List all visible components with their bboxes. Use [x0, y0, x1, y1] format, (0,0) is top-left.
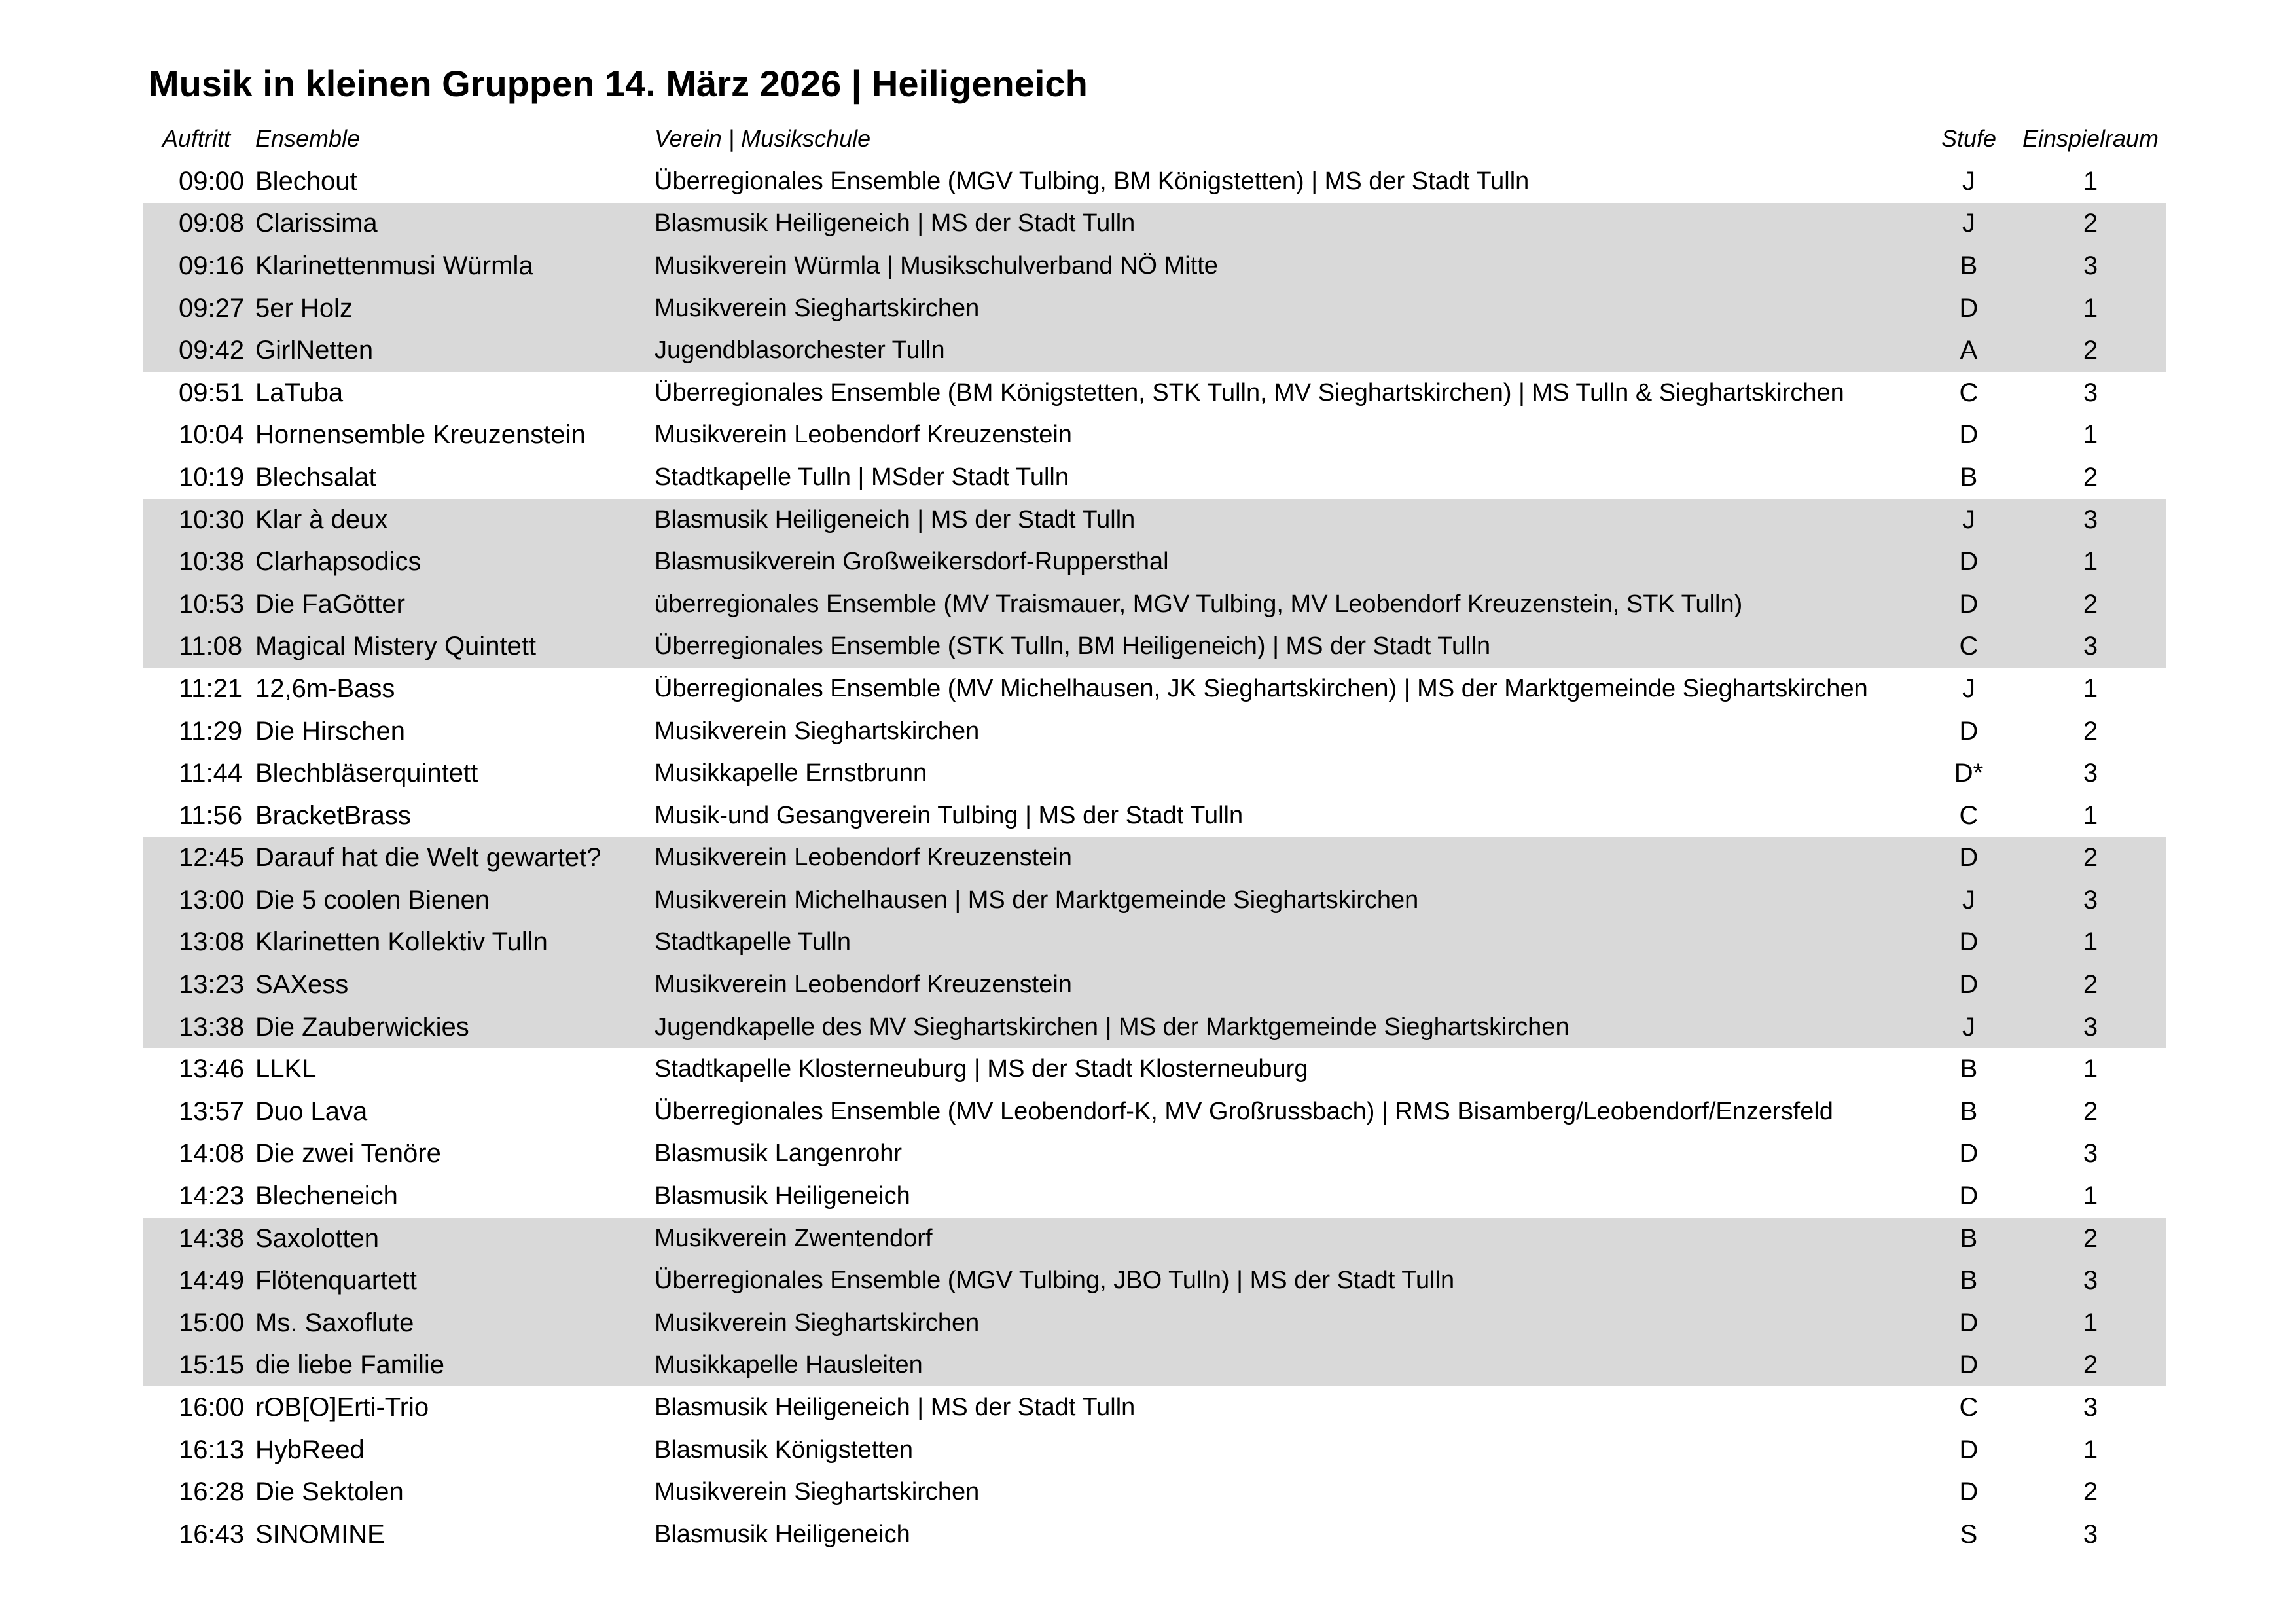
cell-auftritt: 09:08 [179, 209, 245, 238]
cell-verein-musikschule: Blasmusik Heiligeneich [655, 1182, 910, 1210]
column-header-auftritt: Auftritt [162, 125, 231, 152]
cell-ensemble: HybReed [255, 1435, 365, 1464]
cell-ensemble: 12,6m-Bass [255, 674, 395, 703]
table-row [143, 1006, 2166, 1049]
cell-auftritt: 13:08 [179, 928, 245, 957]
cell-stufe: C [1959, 801, 1979, 830]
cell-stufe: D [1959, 970, 1979, 1000]
table-row [143, 1133, 2166, 1176]
cell-einspielraum: 2 [2083, 970, 2098, 1000]
cell-ensemble: Hornensemble Kreuzenstein [255, 420, 586, 450]
cell-verein-musikschule: Musikkapelle Ernstbrunn [655, 759, 927, 787]
table-row [143, 499, 2166, 541]
cell-verein-musikschule: Überregionales Ensemble (MGV Tulbing, JBO Tulln) | MS der Stadt Tulln [655, 1267, 1455, 1295]
cell-ensemble: Magical Mistery Quintett [255, 632, 537, 661]
cell-verein-musikschule: Blasmusik Heiligeneich | MS der Stadt Tulln [655, 505, 1136, 533]
table-row [143, 626, 2166, 668]
cell-stufe: D [1959, 928, 1979, 957]
cell-auftritt: 10:30 [179, 505, 245, 534]
cell-verein-musikschule: Musikverein Sieghartskirchen [655, 1478, 980, 1506]
cell-einspielraum: 1 [2083, 293, 2098, 323]
cell-ensemble: BracketBrass [255, 801, 411, 830]
page-title: Musik in kleinen Gruppen 14. März 2026 | Heiligeneich [149, 63, 1088, 104]
table-row [143, 1513, 2166, 1556]
table-row [143, 583, 2166, 626]
cell-ensemble: 5er Holz [255, 293, 353, 323]
column-header-stufe: Stufe [1941, 125, 1997, 152]
cell-einspielraum: 3 [2083, 759, 2098, 788]
cell-auftritt: 16:00 [179, 1393, 245, 1422]
cell-einspielraum: 1 [2083, 420, 2098, 450]
cell-einspielraum: 3 [2083, 1012, 2098, 1041]
cell-auftritt: 16:13 [179, 1435, 245, 1464]
cell-einspielraum: 1 [2083, 1435, 2098, 1464]
cell-stufe: J [1962, 1012, 1975, 1041]
cell-einspielraum: 2 [2083, 336, 2098, 365]
table-row [143, 1471, 2166, 1513]
cell-ensemble: Duo Lava [255, 1096, 368, 1126]
cell-einspielraum: 2 [2083, 843, 2098, 873]
cell-stufe: J [1962, 674, 1975, 703]
table-row [143, 837, 2166, 880]
cell-verein-musikschule: Stadtkapelle Klosterneuburg | MS der Stadt Klosterneuburg [655, 1055, 1308, 1083]
cell-einspielraum: 3 [2083, 505, 2098, 534]
cell-stufe: B [1960, 251, 1978, 280]
cell-einspielraum: 2 [2083, 1350, 2098, 1380]
table-row [143, 541, 2166, 583]
cell-stufe: B [1960, 462, 1978, 492]
cell-ensemble: die liebe Familie [255, 1350, 445, 1380]
cell-auftritt: 11:56 [179, 801, 243, 830]
cell-einspielraum: 1 [2083, 1182, 2098, 1211]
cell-ensemble: SAXess [255, 970, 349, 1000]
cell-auftritt: 09:51 [179, 378, 245, 407]
table-row [143, 245, 2166, 287]
cell-ensemble: Clarissima [255, 209, 378, 238]
cell-ensemble: Ms. Saxoflute [255, 1308, 414, 1337]
table-row [143, 456, 2166, 499]
table-row [143, 414, 2166, 457]
cell-verein-musikschule: Musikkapelle Hausleiten [655, 1351, 923, 1379]
cell-stufe: D [1959, 1182, 1979, 1211]
cell-einspielraum: 2 [2083, 462, 2098, 492]
cell-einspielraum: 1 [2083, 801, 2098, 830]
table-row [143, 879, 2166, 922]
table-row [143, 922, 2166, 964]
cell-ensemble: GirlNetten [255, 336, 374, 365]
cell-auftritt: 14:23 [179, 1182, 245, 1211]
cell-auftritt: 14:08 [179, 1139, 245, 1168]
cell-auftritt: 10:04 [179, 420, 245, 450]
cell-einspielraum: 1 [2083, 1055, 2098, 1084]
cell-stufe: D* [1954, 759, 1984, 788]
cell-auftritt: 16:28 [179, 1477, 245, 1507]
cell-auftritt: 15:00 [179, 1308, 245, 1337]
cell-verein-musikschule: Blasmusikverein Großweikersdorf-Ruppersthal [655, 548, 1169, 576]
column-header-einspielraum: Einspielraum [2022, 125, 2159, 152]
cell-stufe: B [1960, 1266, 1978, 1295]
cell-ensemble: Die FaGötter [255, 589, 405, 619]
cell-einspielraum: 3 [2083, 1519, 2098, 1549]
cell-auftritt: 13:38 [179, 1012, 245, 1041]
table-header [143, 118, 2166, 160]
cell-auftritt: 14:49 [179, 1266, 245, 1295]
cell-stufe: C [1959, 632, 1979, 661]
cell-ensemble: LaTuba [255, 378, 344, 407]
cell-stufe: J [1962, 209, 1975, 238]
table-row [143, 710, 2166, 753]
cell-stufe: D [1959, 1139, 1979, 1168]
cell-einspielraum: 1 [2083, 674, 2098, 703]
cell-verein-musikschule: Musikverein Michelhausen | MS der Marktgemeinde Sieghartskirchen [655, 886, 1419, 914]
cell-verein-musikschule: Blasmusik Königstetten [655, 1435, 913, 1464]
cell-ensemble: Saxolotten [255, 1223, 380, 1253]
cell-einspielraum: 1 [2083, 166, 2098, 196]
cell-verein-musikschule: Musikverein Würmla | Musikschulverband NÖ Mitte [655, 251, 1218, 280]
table-row [143, 752, 2166, 795]
cell-ensemble: LLKL [255, 1055, 317, 1084]
cell-stufe: D [1959, 843, 1979, 873]
cell-verein-musikschule: Musikverein Sieghartskirchen [655, 1308, 980, 1337]
cell-stufe: D [1959, 1308, 1979, 1337]
cell-verein-musikschule: Jugendblasorchester Tulln [655, 336, 945, 365]
cell-einspielraum: 2 [2083, 209, 2098, 238]
cell-stufe: J [1962, 885, 1975, 914]
cell-stufe: C [1959, 378, 1979, 407]
cell-auftritt: 09:27 [179, 293, 245, 323]
cell-stufe: D [1959, 420, 1979, 450]
cell-verein-musikschule: Stadtkapelle Tulln | MSder Stadt Tulln [655, 463, 1069, 491]
cell-verein-musikschule: Blasmusik Heiligeneich | MS der Stadt Tulln [655, 1394, 1136, 1422]
cell-verein-musikschule: Musikverein Leobendorf Kreuzenstein [655, 421, 1072, 449]
cell-ensemble: rOB[O]Erti-Trio [255, 1393, 429, 1422]
cell-einspielraum: 3 [2083, 251, 2098, 280]
cell-verein-musikschule: Musikverein Zwentendorf [655, 1224, 933, 1252]
cell-einspielraum: 2 [2083, 589, 2098, 619]
cell-ensemble: Blechsalat [255, 462, 376, 492]
cell-auftritt: 13:23 [179, 970, 245, 1000]
schedule-table [143, 160, 2166, 1556]
table-row [143, 203, 2166, 245]
cell-auftritt: 09:00 [179, 166, 245, 196]
cell-verein-musikschule: Blasmusik Langenrohr [655, 1140, 903, 1168]
cell-auftritt: 16:43 [179, 1519, 245, 1549]
table-row [143, 329, 2166, 372]
cell-auftritt: 14:38 [179, 1223, 245, 1253]
cell-auftritt: 12:45 [179, 843, 245, 873]
cell-verein-musikschule: Überregionales Ensemble (MGV Tulbing, BM Königstetten) | MS der Stadt Tulln [655, 167, 1530, 195]
cell-stufe: B [1960, 1096, 1978, 1126]
cell-ensemble: Flötenquartett [255, 1266, 417, 1295]
cell-ensemble: Die zwei Tenöre [255, 1139, 441, 1168]
cell-verein-musikschule: Überregionales Ensemble (MV Leobendorf-K, MV Großrussbach) | RMS Bisamberg/Leobendorf/Enzersfeld [655, 1097, 1833, 1125]
table-row [143, 795, 2166, 837]
cell-auftritt: 11:21 [179, 674, 243, 703]
cell-stufe: A [1960, 336, 1978, 365]
cell-auftritt: 11:44 [179, 759, 243, 788]
cell-einspielraum: 2 [2083, 1223, 2098, 1253]
cell-auftritt: 09:42 [179, 336, 245, 365]
table-row [143, 1259, 2166, 1302]
cell-verein-musikschule: Musikverein Sieghartskirchen [655, 294, 980, 322]
cell-auftritt: 13:00 [179, 885, 245, 914]
cell-einspielraum: 2 [2083, 1096, 2098, 1126]
cell-auftritt: 11:29 [179, 716, 243, 746]
cell-stufe: S [1960, 1519, 1978, 1549]
cell-verein-musikschule: Jugendkapelle des MV Sieghartskirchen | MS der Marktgemeinde Sieghartskirchen [655, 1013, 1570, 1041]
cell-verein-musikschule: Musikverein Leobendorf Kreuzenstein [655, 844, 1072, 872]
cell-ensemble: Die Zauberwickies [255, 1012, 469, 1041]
cell-auftritt: 13:57 [179, 1096, 245, 1126]
column-header-verein-musikschule: Verein | Musikschule [655, 125, 871, 152]
cell-ensemble: Clarhapsodics [255, 547, 422, 577]
cell-auftritt: 11:08 [179, 632, 243, 661]
cell-verein-musikschule: Blasmusik Heiligeneich | MS der Stadt Tulln [655, 209, 1136, 238]
cell-stufe: C [1959, 1393, 1979, 1422]
cell-ensemble: Blecheneich [255, 1182, 398, 1211]
cell-ensemble: Die Sektolen [255, 1477, 404, 1507]
cell-einspielraum: 3 [2083, 885, 2098, 914]
cell-stufe: B [1960, 1223, 1978, 1253]
cell-einspielraum: 3 [2083, 1139, 2098, 1168]
cell-stufe: D [1959, 589, 1979, 619]
cell-stufe: J [1962, 505, 1975, 534]
table-row [143, 1218, 2166, 1260]
column-header-ensemble: Ensemble [255, 125, 361, 152]
table-row [143, 1302, 2166, 1344]
cell-auftritt: 09:16 [179, 251, 245, 280]
table-row [143, 1344, 2166, 1387]
cell-stufe: D [1959, 716, 1979, 746]
cell-verein-musikschule: Überregionales Ensemble (MV Michelhausen, JK Sieghartskirchen) | MS der Marktgemeinde Sieghartskirchen [655, 674, 1868, 702]
table-row [143, 160, 2166, 203]
cell-auftritt: 13:46 [179, 1055, 245, 1084]
cell-verein-musikschule: überregionales Ensemble (MV Traismauer, MGV Tulbing, MV Leobendorf Kreuzenstein, STK Tulln) [655, 590, 1743, 618]
cell-einspielraum: 1 [2083, 547, 2098, 577]
cell-auftritt: 10:38 [179, 547, 245, 577]
cell-einspielraum: 3 [2083, 1393, 2098, 1422]
cell-einspielraum: 1 [2083, 1308, 2098, 1337]
cell-einspielraum: 2 [2083, 1477, 2098, 1507]
cell-ensemble: Die Hirschen [255, 716, 405, 746]
cell-einspielraum: 1 [2083, 928, 2098, 957]
cell-ensemble: Blechbläserquintett [255, 759, 478, 788]
cell-verein-musikschule: Musikverein Leobendorf Kreuzenstein [655, 971, 1072, 999]
cell-stufe: D [1959, 1350, 1979, 1380]
table-row [143, 287, 2166, 330]
table-row [143, 1386, 2166, 1429]
table-row [143, 1429, 2166, 1471]
cell-stufe: B [1960, 1055, 1978, 1084]
table-row [143, 1091, 2166, 1133]
table-row [143, 372, 2166, 414]
cell-verein-musikschule: Überregionales Ensemble (STK Tulln, BM Heiligeneich) | MS der Stadt Tulln [655, 632, 1491, 660]
table-row [143, 964, 2166, 1006]
cell-stufe: D [1959, 1477, 1979, 1507]
cell-einspielraum: 3 [2083, 378, 2098, 407]
cell-auftritt: 15:15 [179, 1350, 245, 1380]
table-row [143, 1048, 2166, 1091]
cell-verein-musikschule: Stadtkapelle Tulln [655, 928, 851, 956]
cell-ensemble: SINOMINE [255, 1519, 385, 1549]
cell-ensemble: Klarinettenmusi Würmla [255, 251, 533, 280]
cell-stufe: D [1959, 1435, 1979, 1464]
cell-ensemble: Klarinetten Kollektiv Tulln [255, 928, 548, 957]
cell-verein-musikschule: Blasmusik Heiligeneich [655, 1520, 910, 1548]
cell-stufe: J [1962, 166, 1975, 196]
table-row [143, 1175, 2166, 1218]
cell-ensemble: Klar à deux [255, 505, 388, 534]
cell-auftritt: 10:19 [179, 462, 245, 492]
cell-einspielraum: 3 [2083, 1266, 2098, 1295]
cell-verein-musikschule: Musik-und Gesangverein Tulbing | MS der Stadt Tulln [655, 801, 1244, 829]
cell-stufe: D [1959, 547, 1979, 577]
cell-verein-musikschule: Musikverein Sieghartskirchen [655, 717, 980, 745]
table-row [143, 668, 2166, 710]
cell-ensemble: Die 5 coolen Bienen [255, 885, 490, 914]
cell-stufe: D [1959, 293, 1979, 323]
cell-verein-musikschule: Überregionales Ensemble (BM Königstetten, STK Tulln, MV Sieghartskirchen) | MS Tulln & Sieghartskirchen [655, 378, 1844, 406]
cell-einspielraum: 3 [2083, 632, 2098, 661]
cell-ensemble: Blechout [255, 166, 357, 196]
cell-ensemble: Darauf hat die Welt gewartet? [255, 843, 601, 873]
cell-auftritt: 10:53 [179, 589, 245, 619]
cell-einspielraum: 2 [2083, 716, 2098, 746]
